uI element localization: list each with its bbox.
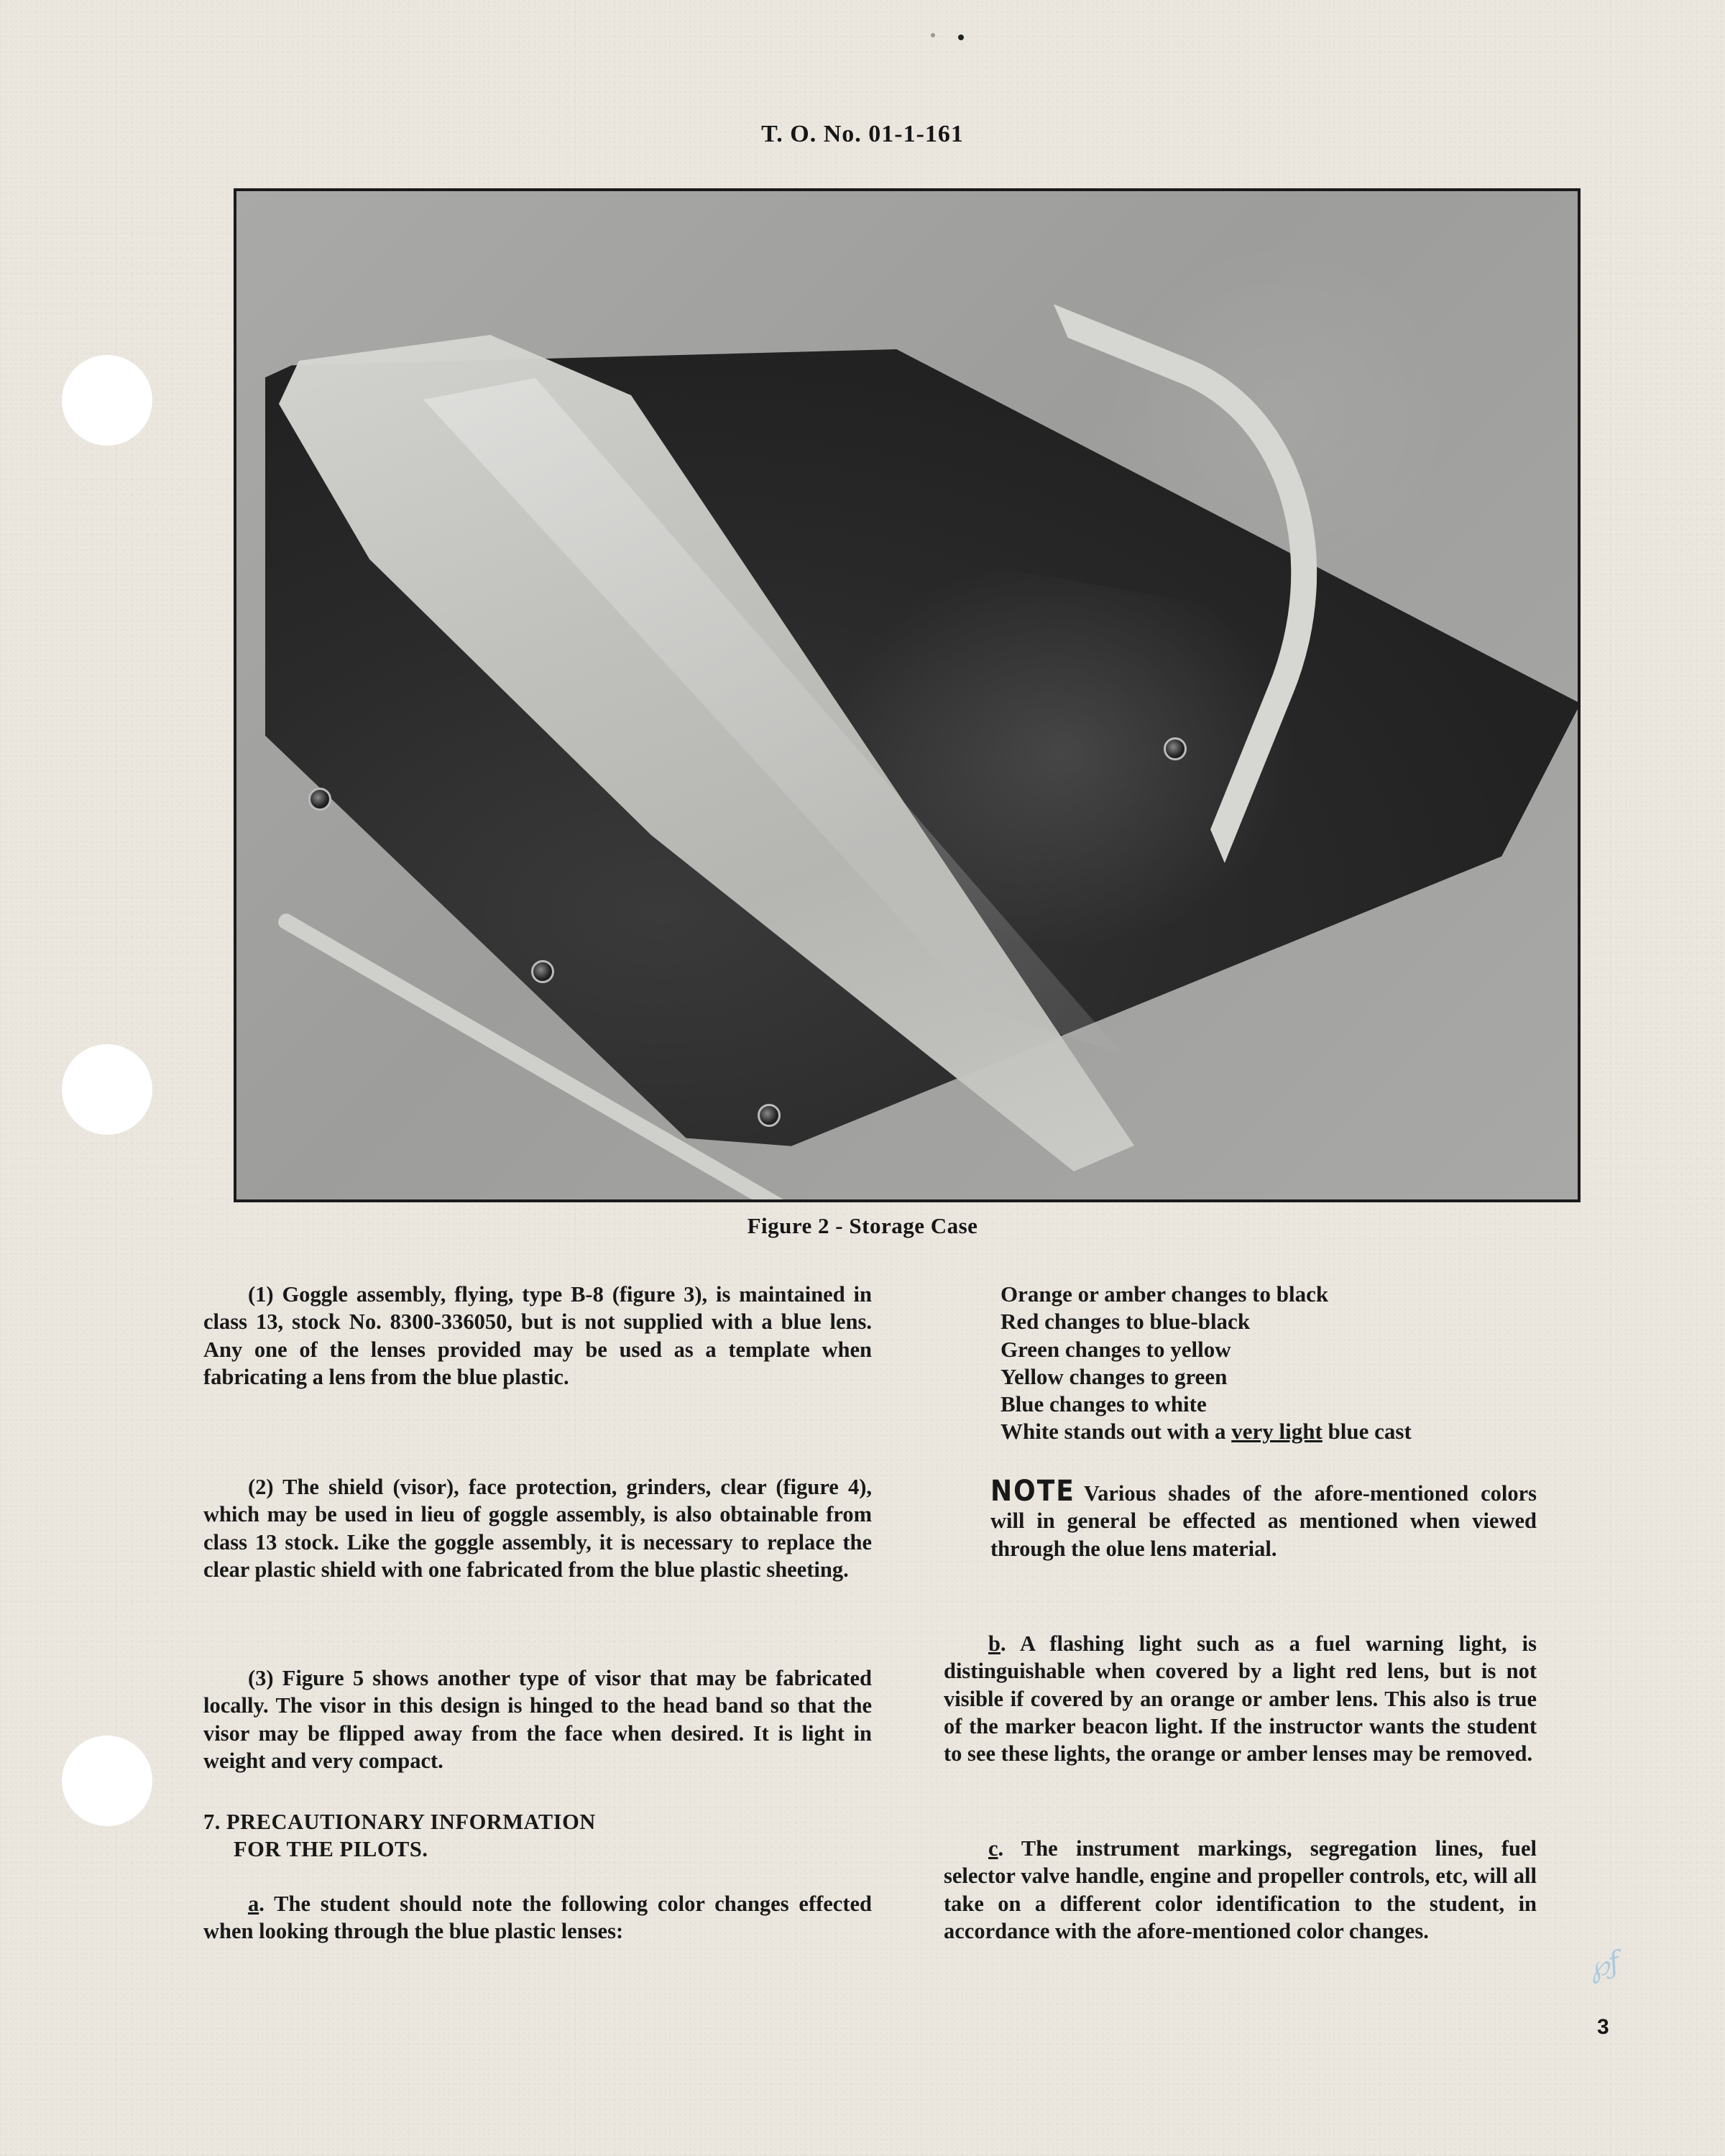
document-header: T. O. No. 01-1-161 xyxy=(761,121,964,147)
note-label: NOTE xyxy=(990,1475,1075,1508)
left-column-item-a xyxy=(203,1890,872,1945)
paragraph-3-visor-figure-5: (3) Figure 5 shows another type of visor that may be fabricated locally. The visor in this design is hinged to the head band so that the visor may be flipped away from the face when desired. It is light in weight and very compact. xyxy=(203,1666,872,1773)
item-b-label: b xyxy=(988,1631,1000,1656)
ink-speck xyxy=(931,33,935,37)
white-change-suffix: blue cast xyxy=(1322,1419,1412,1445)
color-change-item: Red changes to blue-black xyxy=(1000,1309,1251,1335)
color-change-item: Orange or amber changes to black xyxy=(1000,1281,1329,1307)
note-text: Various shades of the afore-mentioned colors will in general be effected as mentioned when viewed through the olue lens material. xyxy=(990,1481,1537,1561)
white-change-emphasis: very light xyxy=(1231,1419,1322,1445)
item-b-block xyxy=(944,1630,1537,1767)
figure-caption: Figure 2 - Storage Case xyxy=(747,1213,978,1238)
punch-hole-bottom xyxy=(62,1736,152,1826)
white-change-prefix: White stands out with a xyxy=(1000,1419,1232,1445)
section-heading-line-1: 7. PRECAUTIONARY INFORMATION xyxy=(203,1810,596,1834)
item-c-block xyxy=(944,1835,1537,1945)
snap-fastener xyxy=(308,788,331,811)
left-column-para3 xyxy=(203,1664,872,1774)
page-number: 3 xyxy=(1597,2015,1609,2039)
color-change-item: Blue changes to white xyxy=(1000,1391,1207,1417)
item-a-label: a xyxy=(248,1892,259,1916)
left-column xyxy=(203,1281,872,1391)
item-c-text: . The instrument markings, segregation lines, fuel selector valve handle, engine and propeller controls, etc, will all take on a different color identification to the student, in accordance with the afore-mentioned color changes. xyxy=(944,1836,1537,1943)
handwritten-pen-mark: ℘ƒ xyxy=(1585,1945,1624,1985)
snap-fastener xyxy=(1164,737,1187,760)
paragraph-2-shield-visor: (2) The shield (visor), face protection, grinders, clear (figure 4), which may be used in lieu of goggle assembly, is also obtainable from class 13 stock. Like the goggle assembly, it is necessary to replace the clear plastic shield with one fabricated from the blue plastic sheeting. xyxy=(203,1475,872,1582)
item-c-paragraph xyxy=(944,1835,1537,1945)
color-change-list xyxy=(1000,1281,1412,1446)
left-column-para2 xyxy=(203,1473,872,1583)
punch-hole-middle xyxy=(62,1044,152,1135)
note-block xyxy=(990,1475,1537,1562)
color-change-item: Green changes to yellow xyxy=(1000,1336,1231,1362)
ink-speck xyxy=(958,34,964,40)
color-change-item: Yellow changes to green xyxy=(1000,1363,1228,1389)
color-change-item-white xyxy=(1000,1418,1412,1445)
punch-hole-top xyxy=(62,355,152,446)
item-b-paragraph xyxy=(944,1630,1537,1767)
paragraph-1-goggle-assembly: (1) Goggle assembly, flying, type B-8 (figure 3), is maintained in class 13, stock No. 8300-336050, but is not supplied with a blue lens. Any one of the lenses provided may be used as a template when fabricating a lens from the blue plastic. xyxy=(203,1282,872,1389)
section-heading-line-2: FOR THE PILOTS. xyxy=(234,1837,428,1862)
item-b-text: . A flashing light such as a fuel warning light, is distinguishable when covered by a light red lens, but is not visible if covered by an orange or amber lens. This also is true of the marker beacon light. If the instructor wants the student to see these lights, the orange or amber lenses may be removed. xyxy=(944,1631,1537,1766)
section-7-heading xyxy=(203,1808,872,1864)
snap-fastener xyxy=(758,1104,781,1127)
item-a-paragraph xyxy=(203,1890,872,1945)
item-a-text: . The student should note the following color changes effected when looking through the blue plastic lenses: xyxy=(203,1892,872,1944)
snap-fastener xyxy=(531,960,554,983)
note-paragraph xyxy=(990,1475,1537,1562)
item-c-label: c xyxy=(988,1836,998,1861)
figure-photo-storage-case xyxy=(234,188,1581,1202)
